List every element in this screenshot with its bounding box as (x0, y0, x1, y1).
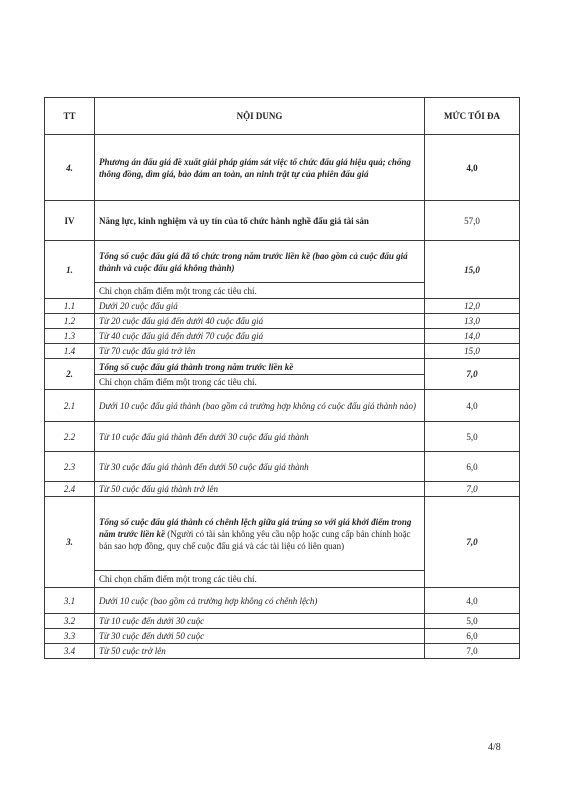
row-max: 4,0 (425, 588, 520, 614)
row-max: 15,0 (425, 241, 520, 299)
row-max: 7,0 (425, 644, 520, 659)
row-tt: 2.4 (45, 482, 95, 497)
table-row (45, 629, 520, 644)
table-row (45, 588, 520, 614)
row-max: 57,0 (425, 201, 520, 241)
row-content: Từ 50 cuộc trở lên (95, 644, 425, 659)
row-note: Chỉ chọn chấm điểm một trong các tiêu chí. (95, 571, 425, 588)
table-header-row (45, 98, 520, 135)
row-content: Tổng số cuộc đấu giá đã tổ chức trong năm trước liền kề (bao gồm cả cuộc đấu giá thành và cuộc đấu giá không thành) (95, 241, 425, 283)
row-content: Dưới 10 cuộc đấu giá thành (bao gồm cả trường hợp không có cuộc đấu giá thành nào) (95, 390, 425, 422)
row-max: 7,0 (425, 497, 520, 588)
row-note: Chỉ chọn chấm điểm một trong các tiêu chí. (95, 375, 425, 390)
row-tt: 3.1 (45, 588, 95, 614)
header-tt: TT (45, 98, 95, 135)
table-row (45, 422, 520, 452)
row-content: Tổng số cuộc đấu giá thành trong năm trước liền kề (95, 359, 425, 375)
table-row (45, 452, 520, 482)
row-content: Từ 70 cuộc đấu giá trở lên (95, 344, 425, 359)
row-max: 14,0 (425, 329, 520, 344)
table-row (45, 299, 520, 314)
header-content: NỘI DUNG (95, 98, 425, 135)
row-max: 5,0 (425, 614, 520, 629)
table-row (45, 344, 520, 359)
table-row (45, 390, 520, 422)
row-content: Phương án đấu giá đề xuất giải pháp giám sát việc tổ chức đấu giá hiệu quả; chống thông đồng, dìm giá, bảo đảm an toàn, an ninh trật tự của phiên đấu giá (95, 135, 425, 201)
table-row (45, 329, 520, 344)
row-content: Từ 30 cuộc đến dưới 50 cuộc (95, 629, 425, 644)
row-max: 6,0 (425, 452, 520, 482)
row-content: Từ 30 cuộc đấu giá thành đến dưới 50 cuộc đấu giá thành (95, 452, 425, 482)
row-content: Từ 50 cuộc đấu giá thành trở lên (95, 482, 425, 497)
table-row (45, 482, 520, 497)
row-tt: 4. (45, 135, 95, 201)
table-row (45, 201, 520, 241)
table-row (45, 644, 520, 659)
row-tt: 1.1 (45, 299, 95, 314)
row-content: Năng lực, kinh nghiệm và uy tín của tổ chức hành nghề đấu giá tài sản (95, 201, 425, 241)
row-content: Từ 10 cuộc đến dưới 30 cuộc (95, 614, 425, 629)
row-tt: 1.3 (45, 329, 95, 344)
row-tt: 3.2 (45, 614, 95, 629)
row-content-bold: Tổng số cuộc đấu giá thành có chênh lệch giữa giá trúng so với giá khởi điểm trong năm trước liền kề (99, 516, 412, 539)
row-tt: 3. (45, 497, 95, 588)
row-tt: 1.2 (45, 314, 95, 329)
row-tt: 2. (45, 359, 95, 390)
row-tt: 2.2 (45, 422, 95, 452)
row-content (95, 497, 425, 571)
row-max: 6,0 (425, 629, 520, 644)
table-row (45, 497, 520, 571)
row-max: 15,0 (425, 344, 520, 359)
table-row (45, 614, 520, 629)
row-content: Dưới 10 cuộc (bao gồm cả trường hợp không có chênh lệch) (95, 588, 425, 614)
page-number: 4/8 (488, 742, 501, 753)
row-max: 4,0 (425, 390, 520, 422)
row-max: 7,0 (425, 482, 520, 497)
row-max: 12,0 (425, 299, 520, 314)
criteria-table (44, 97, 520, 659)
row-max: 7,0 (425, 359, 520, 390)
table-row (45, 359, 520, 375)
row-content: Từ 40 cuộc đấu giá đến dưới 70 cuộc đấu giá (95, 329, 425, 344)
row-tt: 3.4 (45, 644, 95, 659)
row-note: Chỉ chọn chấm điểm một trong các tiêu chí. (95, 283, 425, 299)
table-row (45, 135, 520, 201)
row-tt: 1. (45, 241, 95, 299)
row-tt: 2.1 (45, 390, 95, 422)
row-content: Từ 20 cuộc đấu giá đến dưới 40 cuộc đấu giá (95, 314, 425, 329)
row-tt: 1.4 (45, 344, 95, 359)
row-tt: 3.3 (45, 629, 95, 644)
row-max: 4,0 (425, 135, 520, 201)
table-row (45, 314, 520, 329)
row-content: Dưới 20 cuộc đấu giá (95, 299, 425, 314)
header-max: MỨC TỐI ĐA (425, 98, 520, 135)
row-content: Từ 10 cuộc đấu giá thành đến dưới 30 cuộc đấu giá thành (95, 422, 425, 452)
row-tt: 2.3 (45, 452, 95, 482)
row-max: 5,0 (425, 422, 520, 452)
row-tt: IV (45, 201, 95, 241)
row-content-rest: (Người có tài sản không yêu cầu nộp hoặc cung cấp bản chính hoặc bản sao hợp đồng, quy chế cuộc đấu giá và các tài liệu có liên quan) (99, 528, 411, 551)
table-row (45, 241, 520, 283)
row-max: 13,0 (425, 314, 520, 329)
